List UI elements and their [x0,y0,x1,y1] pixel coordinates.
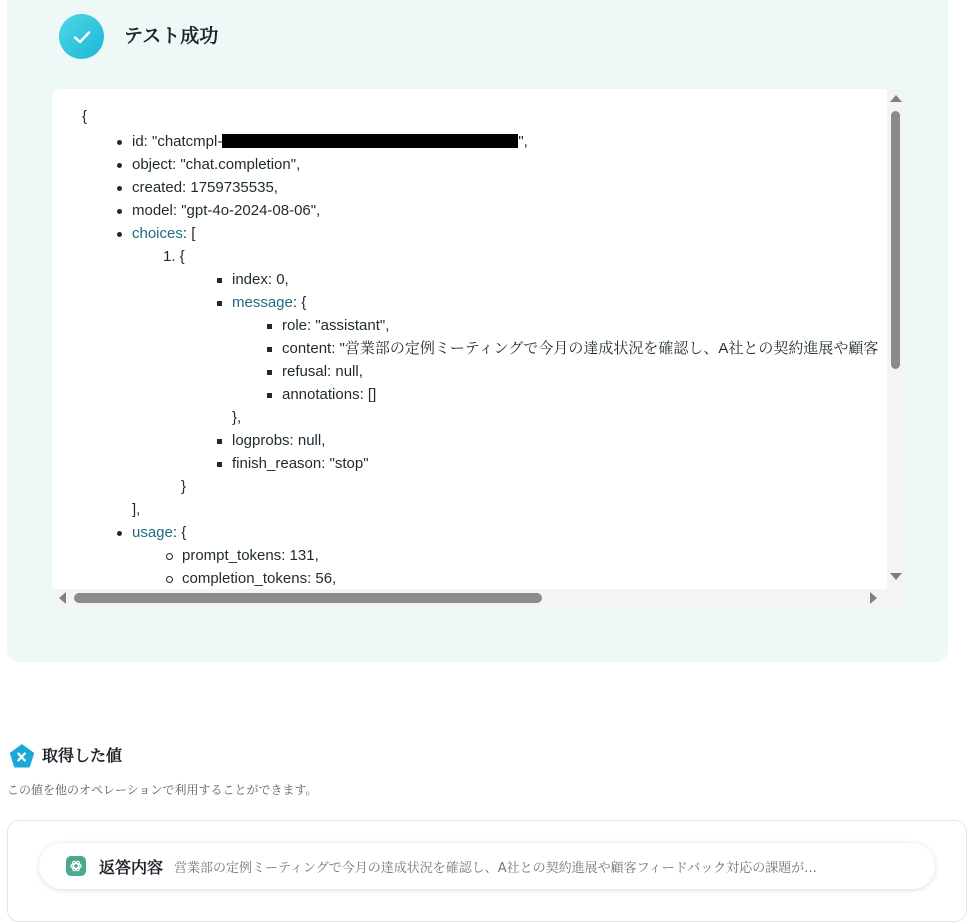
value-item-response[interactable] [39,843,935,889]
horizontal-scroll-thumb[interactable] [74,593,542,603]
json-line-usage: usage: { [132,524,187,541]
json-line-id: id: "chatcmpl- ", [132,133,528,150]
yoom-logo-icon [9,744,35,768]
json-line-model: model: "gpt-4o-2024-08-06", [132,202,321,219]
scroll-down-icon[interactable] [890,573,902,580]
redacted-block [222,134,518,148]
json-line-refusal: refusal: null, [282,363,363,380]
value-label: 返答内容 [99,857,164,877]
scroll-right-icon[interactable] [870,592,877,604]
json-line-logprobs: logprobs: null, [232,432,326,449]
json-line-finish-reason: finish_reason: "stop" [232,455,369,472]
json-line-choices: choices: [ [132,225,196,242]
json-line-item-1-close: } [181,478,187,495]
json-line-item-1-open: 1. { [163,248,185,265]
json-line-completion-tokens: completion_tokens: 56, [182,570,337,587]
json-line-annotations: annotations: [] [282,386,377,403]
check-icon [59,14,104,59]
json-line-index: index: 0, [232,271,289,288]
scroll-up-icon[interactable] [890,95,902,102]
test-success-title: テスト成功 [124,25,219,47]
json-line-prompt-tokens: prompt_tokens: 131, [182,547,319,564]
json-line-created: created: 1759735535, [132,179,278,196]
vertical-scroll-thumb[interactable] [891,111,900,369]
scrollbar-corner [887,589,903,607]
json-line-message-close: }, [232,409,242,426]
obtained-values-heading: 取得した値 [42,746,123,765]
openai-icon [66,856,86,876]
json-line-content: content: "営業部の定例ミーティングで今月の達成状況を確認し、A社との契約進展や顧客 [282,340,879,357]
usage-key-link[interactable]: usage [132,524,173,541]
json-viewer[interactable] [52,89,903,607]
scroll-left-icon[interactable] [59,592,66,604]
json-line-choices-close: ], [132,501,141,518]
json-line-message: message: { [232,294,307,311]
json-content [52,89,887,589]
json-open-brace: { [82,108,88,125]
value-text: 営業部の定例ミーティングで今月の達成状況を確認し、A社との契約進展や顧客フィードバック対応の課題が... [174,860,817,876]
horizontal-scrollbar[interactable] [52,589,887,607]
json-line-role: role: "assistant", [282,317,390,334]
obtained-values-description: この値を他のオペレーションで利用することができます。 [7,783,318,797]
message-key-link[interactable]: message [232,294,293,311]
vertical-scrollbar[interactable] [887,89,903,589]
json-line-object: object: "chat.completion", [132,156,301,173]
choices-key-link[interactable]: choices [132,225,183,242]
